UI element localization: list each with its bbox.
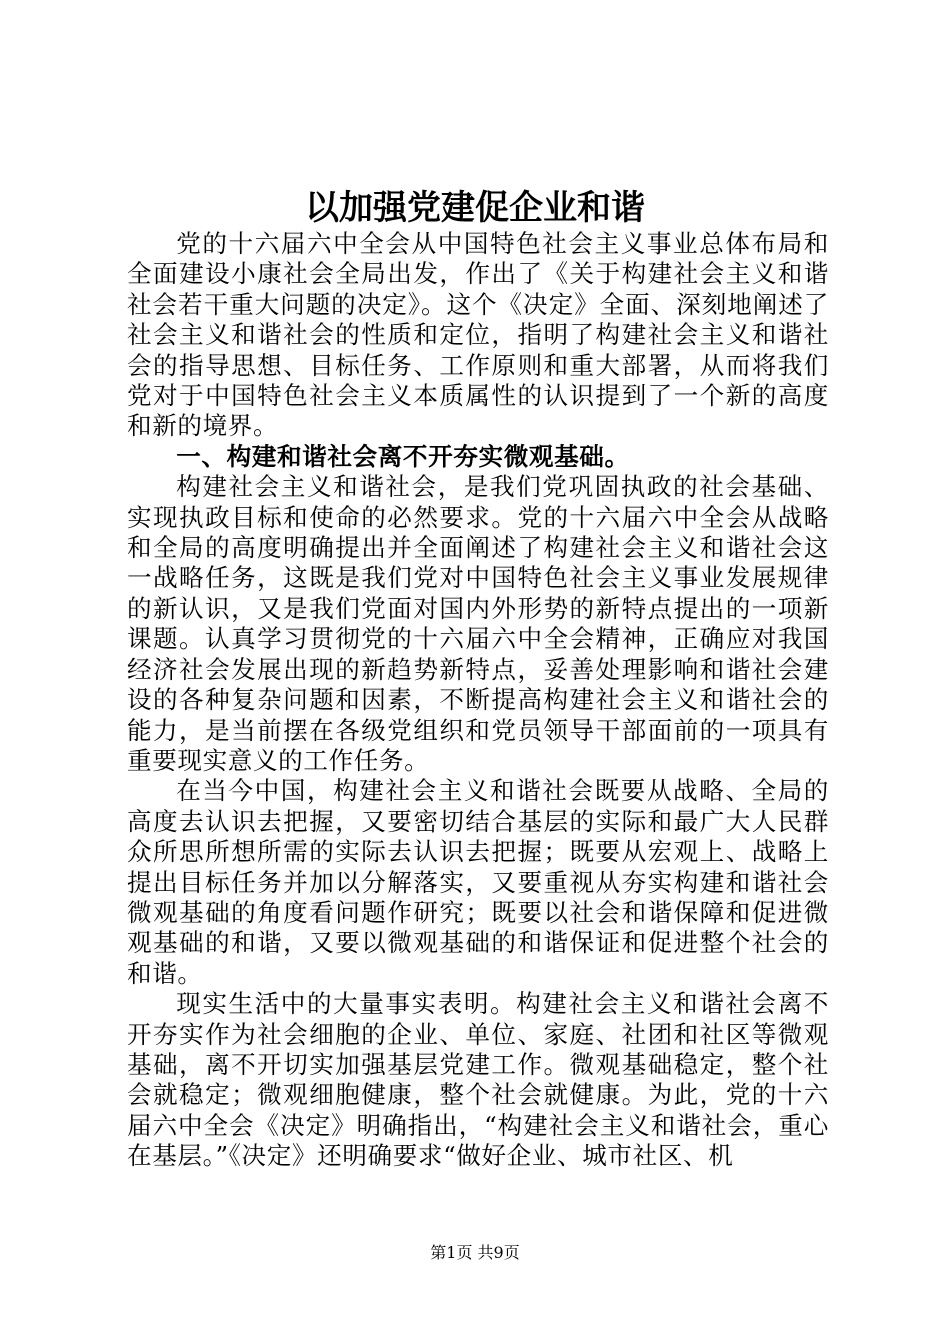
body-paragraph-2: 在当今中国，构建社会主义和谐社会既要从战略、全局的高度去认识去把握，又要密切结合基层的实际和最广大人民群众所思所想所需的实际去认识去把握；既要从宏观上、战略上提出目标任务并加以分解落实，又要重视从夯实构建和谐社会微观基础的角度看问题作研究；既要以社会和谐保障和促进微观基础的和谐，又要以微观基础的和谐保证和促进整个社会的和谐。 [127, 776, 829, 988]
body-paragraph-3: 现实生活中的大量事实表明。构建社会主义和谐社会离不开夯实作为社会细胞的企业、单位、家庭、社团和社区等微观基础，离不开切实加强基层党建工作。微观基础稳定，整个社会就稳定；微观细胞健康，整个社会就健康。为此，党的十六届六中全会《决定》明确指出，“构建社会主义和谐社会，重心在基层。”《决定》还明确要求“做好企业、城市社区、机 [127, 989, 829, 1171]
body-paragraph-1: 构建社会主义和谐社会，是我们党巩固执政的社会基础、实现执政目标和使命的必然要求。党的十六届六中全会从战略和全局的高度明确提出并全面阐述了构建社会主义和谐社会这一战略任务，这既是我们党对中国特色社会主义事业发展规律的新认识，又是我们党面对国内外形势的新特点提出的一项新课题。认真学习贯彻党的十六届六中全会精神，正确应对我国经济社会发展出现的新趋势新特点，妥善处理影响和谐社会建设的各种复杂问题和因素，不断提高构建社会主义和谐社会的能力，是当前摆在各级党组织和党员领导干部面前的一项具有重要现实意义的工作任务。 [127, 472, 829, 775]
page-footer: 第1页 共9页 [430, 1243, 520, 1262]
section-heading-1: 一、构建和谐社会离不开夯实微观基础。 [176, 441, 630, 471]
page-title: 以加强党建促企业和谐 [305, 188, 645, 228]
document-body [127, 229, 829, 1172]
intro-paragraph: 党的十六届六中全会从中国特色社会主义事业总体布局和全面建设小康社会全局出发，作出了《关于构建社会主义和谐社会若干重大问题的决定》。这个《决定》全面、深刻地阐述了社会主义和谐社会的性质和定位，指明了构建社会主义和谐社会的指导思想、目标任务、工作原则和重大部署，从而将我们党对于中国特色社会主义本质属性的认识提到了一个新的高度和新的境界。 [127, 229, 829, 441]
